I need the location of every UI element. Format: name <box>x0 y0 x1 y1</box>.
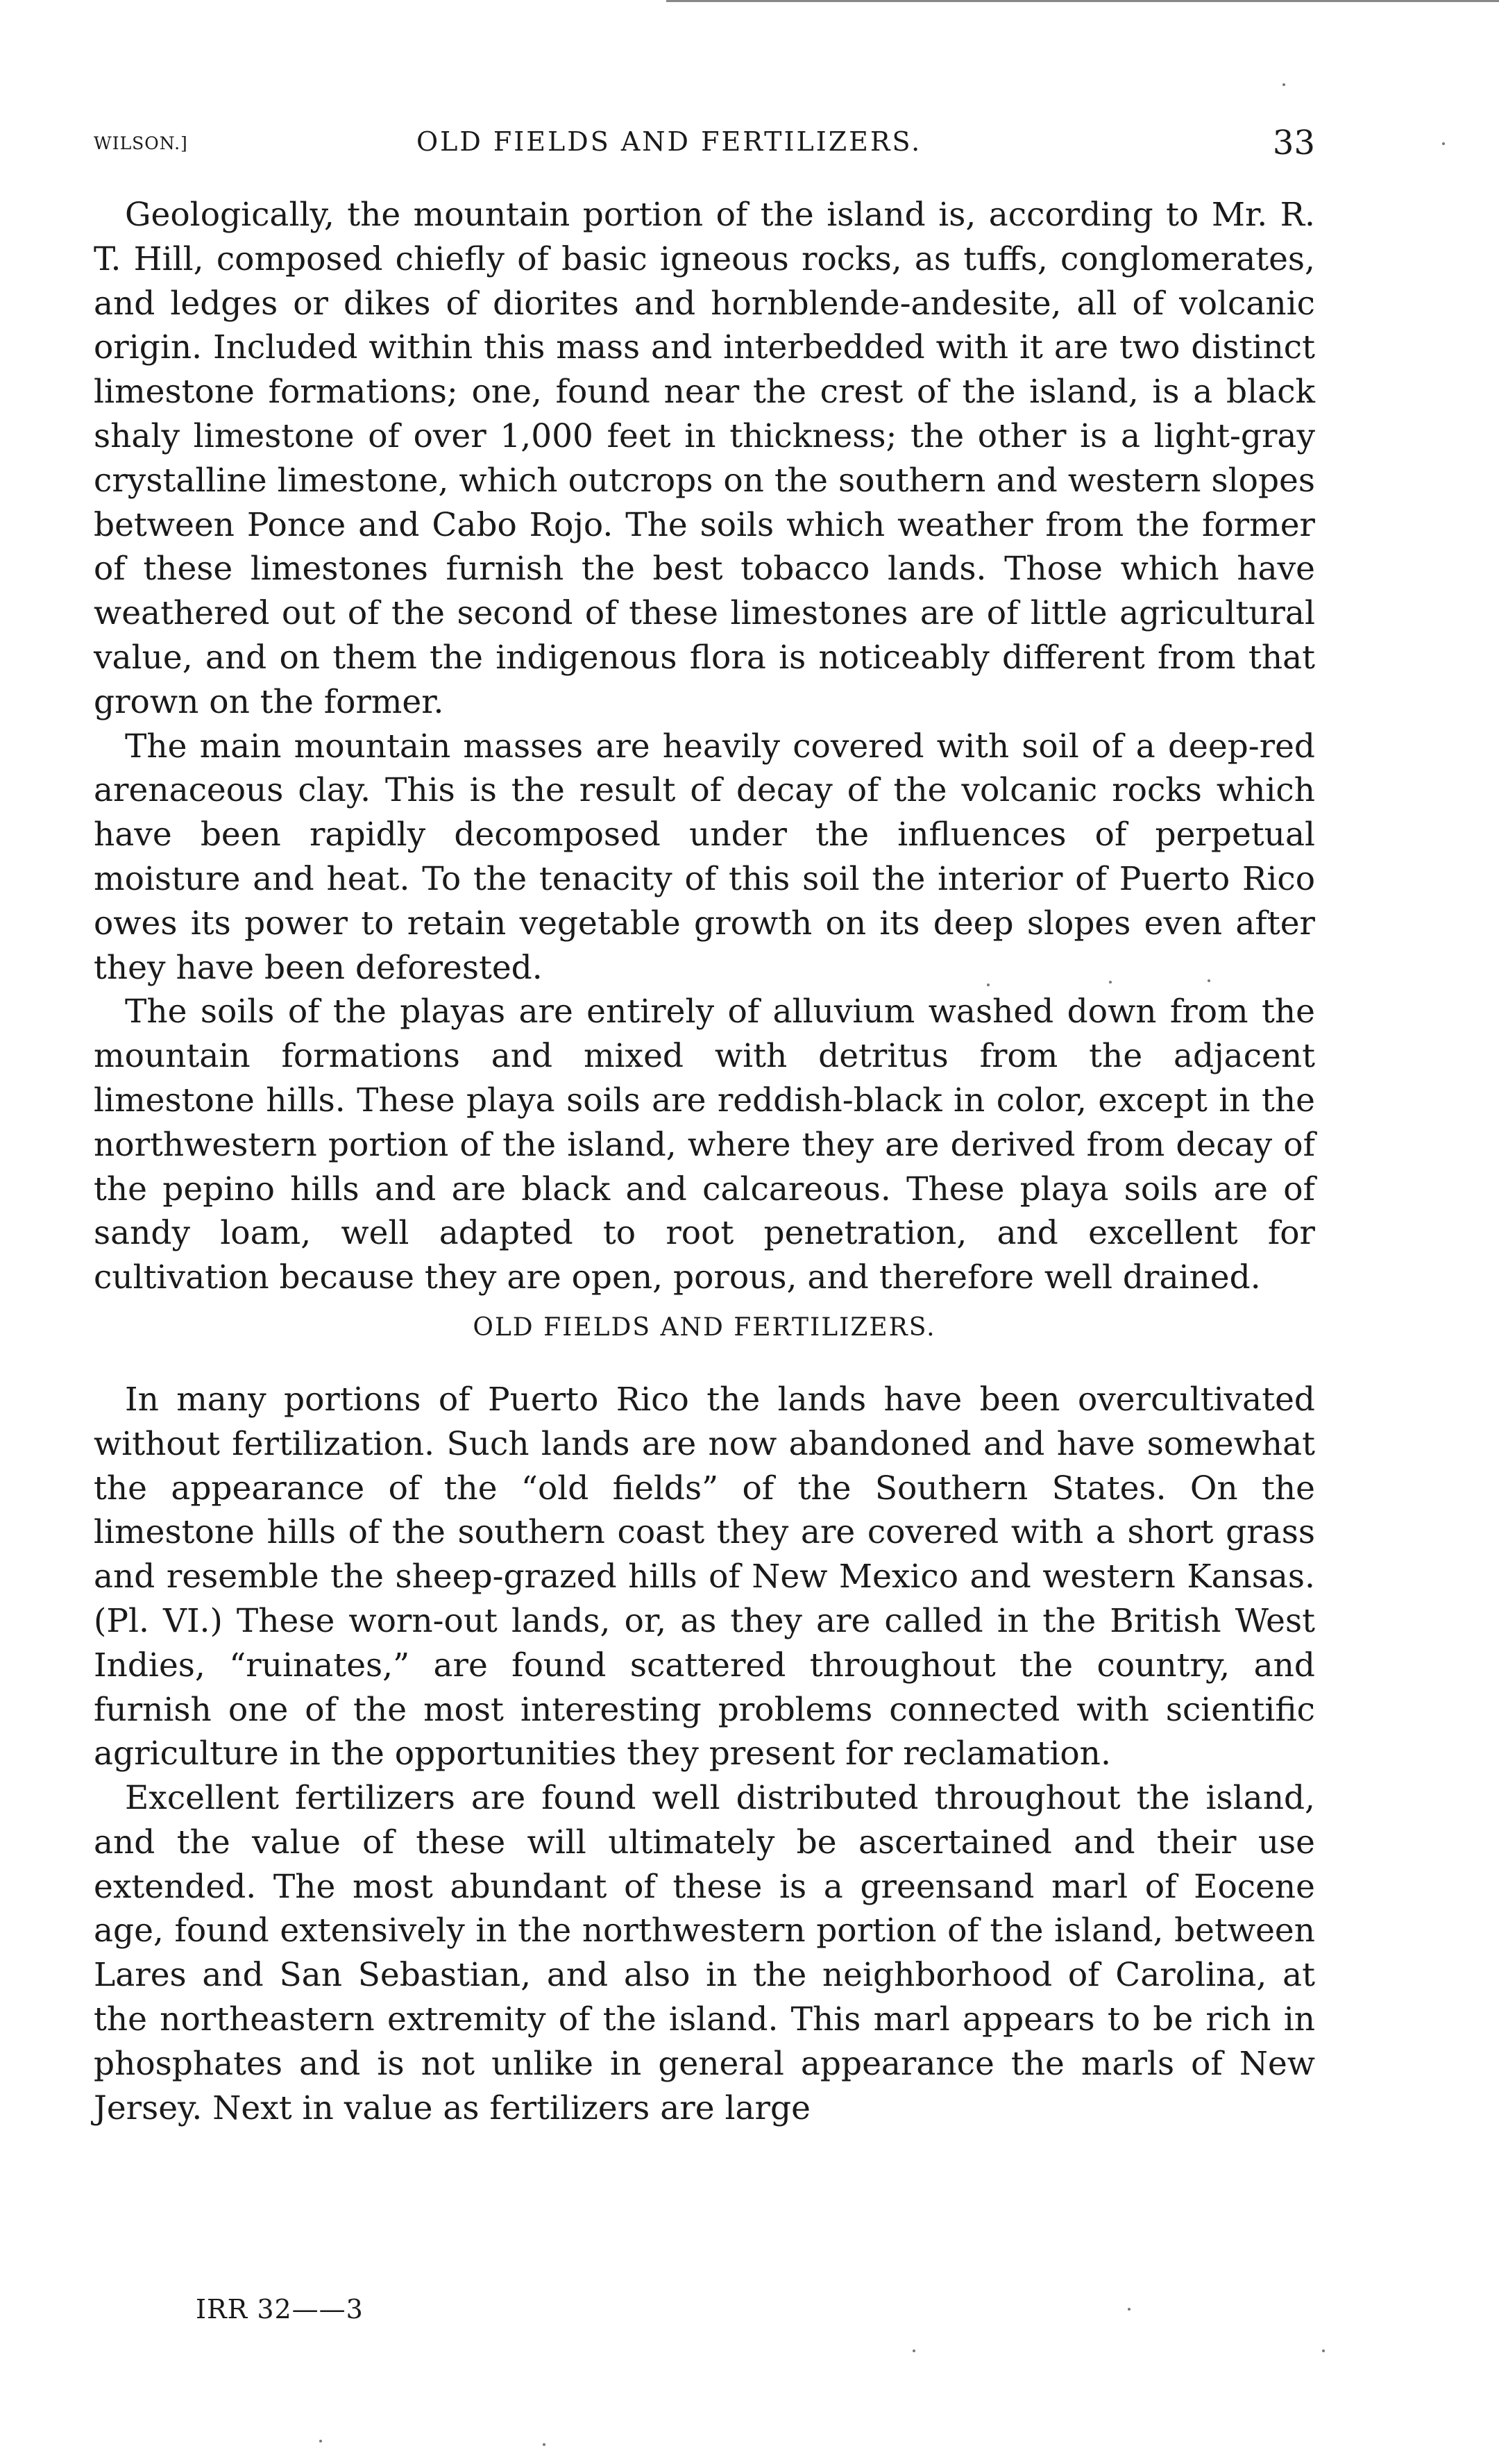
section-heading: OLD FIELDS AND FERTILIZERS. <box>473 1313 936 1342</box>
page-body <box>94 193 1315 2130</box>
scan-speck <box>1322 2349 1325 2352</box>
signature-mark: IRR 32——3 <box>196 2294 364 2324</box>
paragraph-playa-soils: The soils of the playas are entirely of alluvium washed down from the mountain formations and mixed with detritus from the adjacent limestone hills. These playa soils are reddish-black in color, except in the northwestern portion of the island, where they are derived from decay of the pepino hills and are black and calcareous. These playa soils are of sandy loam, well adapted to root penetration, and excellent for cultivation because they are open, porous, and therefore well drained. <box>94 993 1315 1297</box>
paragraph-old-fields: In many portions of Puerto Rico the lands have been overcultivated without fertilization. Such lands are now abandoned and have somewhat the appearance of the “old fields” of the Southern States. On the limestone hills of the southern coast they are covered with a short grass and resemble the sheep-grazed hills of New Mexico and western Kansas. (Pl. VI.) These worn-out lands, or, as they are called in the British West Indies, “ruinates,” are found scattered throughout the country, and furnish one of the most interesting problems connected with scientific agriculture in the opportunities they present for reclamation. <box>94 1380 1315 1773</box>
page-number: 33 <box>1272 124 1315 162</box>
scan-speck <box>1208 979 1210 982</box>
running-head-author: WILSON.] <box>94 133 188 153</box>
top-border-rule <box>666 0 1499 2</box>
running-header <box>94 124 1315 165</box>
paragraph-geology: Geologically, the mountain portion of the island is, according to Mr. R. T. Hill, composed chiefly of basic igneous rocks, as tuffs, conglomerates, and ledges or dikes of diorites and hornblende-andesite, all of volcanic origin. Included within this mass and interbedded with it are two distinct limestone formations; one, found near the crest of the island, is a black shaly limestone of over 1,000 feet in thickness; the other is a light-gray crystalline limestone, which outcrops on the southern and western slopes between Ponce and Cabo Rojo. The soils which weather from the former of these limestones furnish the best tobacco lands. Those which have weathered out of the second of these limestones are of little agricultural value, and on them the indigenous flora is noticeably different from that grown on the former. <box>94 196 1315 721</box>
paragraph-fertilizers: Excellent fertilizers are found well distributed throughout the island, and the value of these will ultimately be ascertained and their use extended. The most abundant of these is a greensand marl of Eocene age, found extensively in the northwestern portion of the island, between Lares and San Sebastian, and also in the neighborhood of Carolina, at the northeastern extremity of the island. This marl appears to be rich in phosphates and is not unlike in general appearance the marls of New Jersey. Next in value as fertilizers are large <box>94 1779 1315 2127</box>
scan-speck <box>1282 83 1285 86</box>
paragraph-mountain-soils: The main mountain masses are heavily covered with soil of a deep-red arenaceous clay. This is the result of decay of the volcanic rocks which have been rapidly decomposed under the influences of perpetual moisture and heat. To the tenacity of this soil the interior of Puerto Rico owes its power to retain vegetable growth on its deep slopes even after they have been deforested. <box>94 727 1315 987</box>
scan-speck <box>987 984 990 986</box>
scan-speck <box>319 2440 322 2442</box>
scan-speck <box>543 2443 545 2446</box>
scan-speck <box>913 2349 915 2352</box>
scan-speck <box>1128 2308 1130 2311</box>
scan-speck <box>1442 142 1445 145</box>
scan-speck <box>1109 981 1112 984</box>
running-head-title: OLD FIELDS AND FERTILIZERS. <box>416 126 922 157</box>
